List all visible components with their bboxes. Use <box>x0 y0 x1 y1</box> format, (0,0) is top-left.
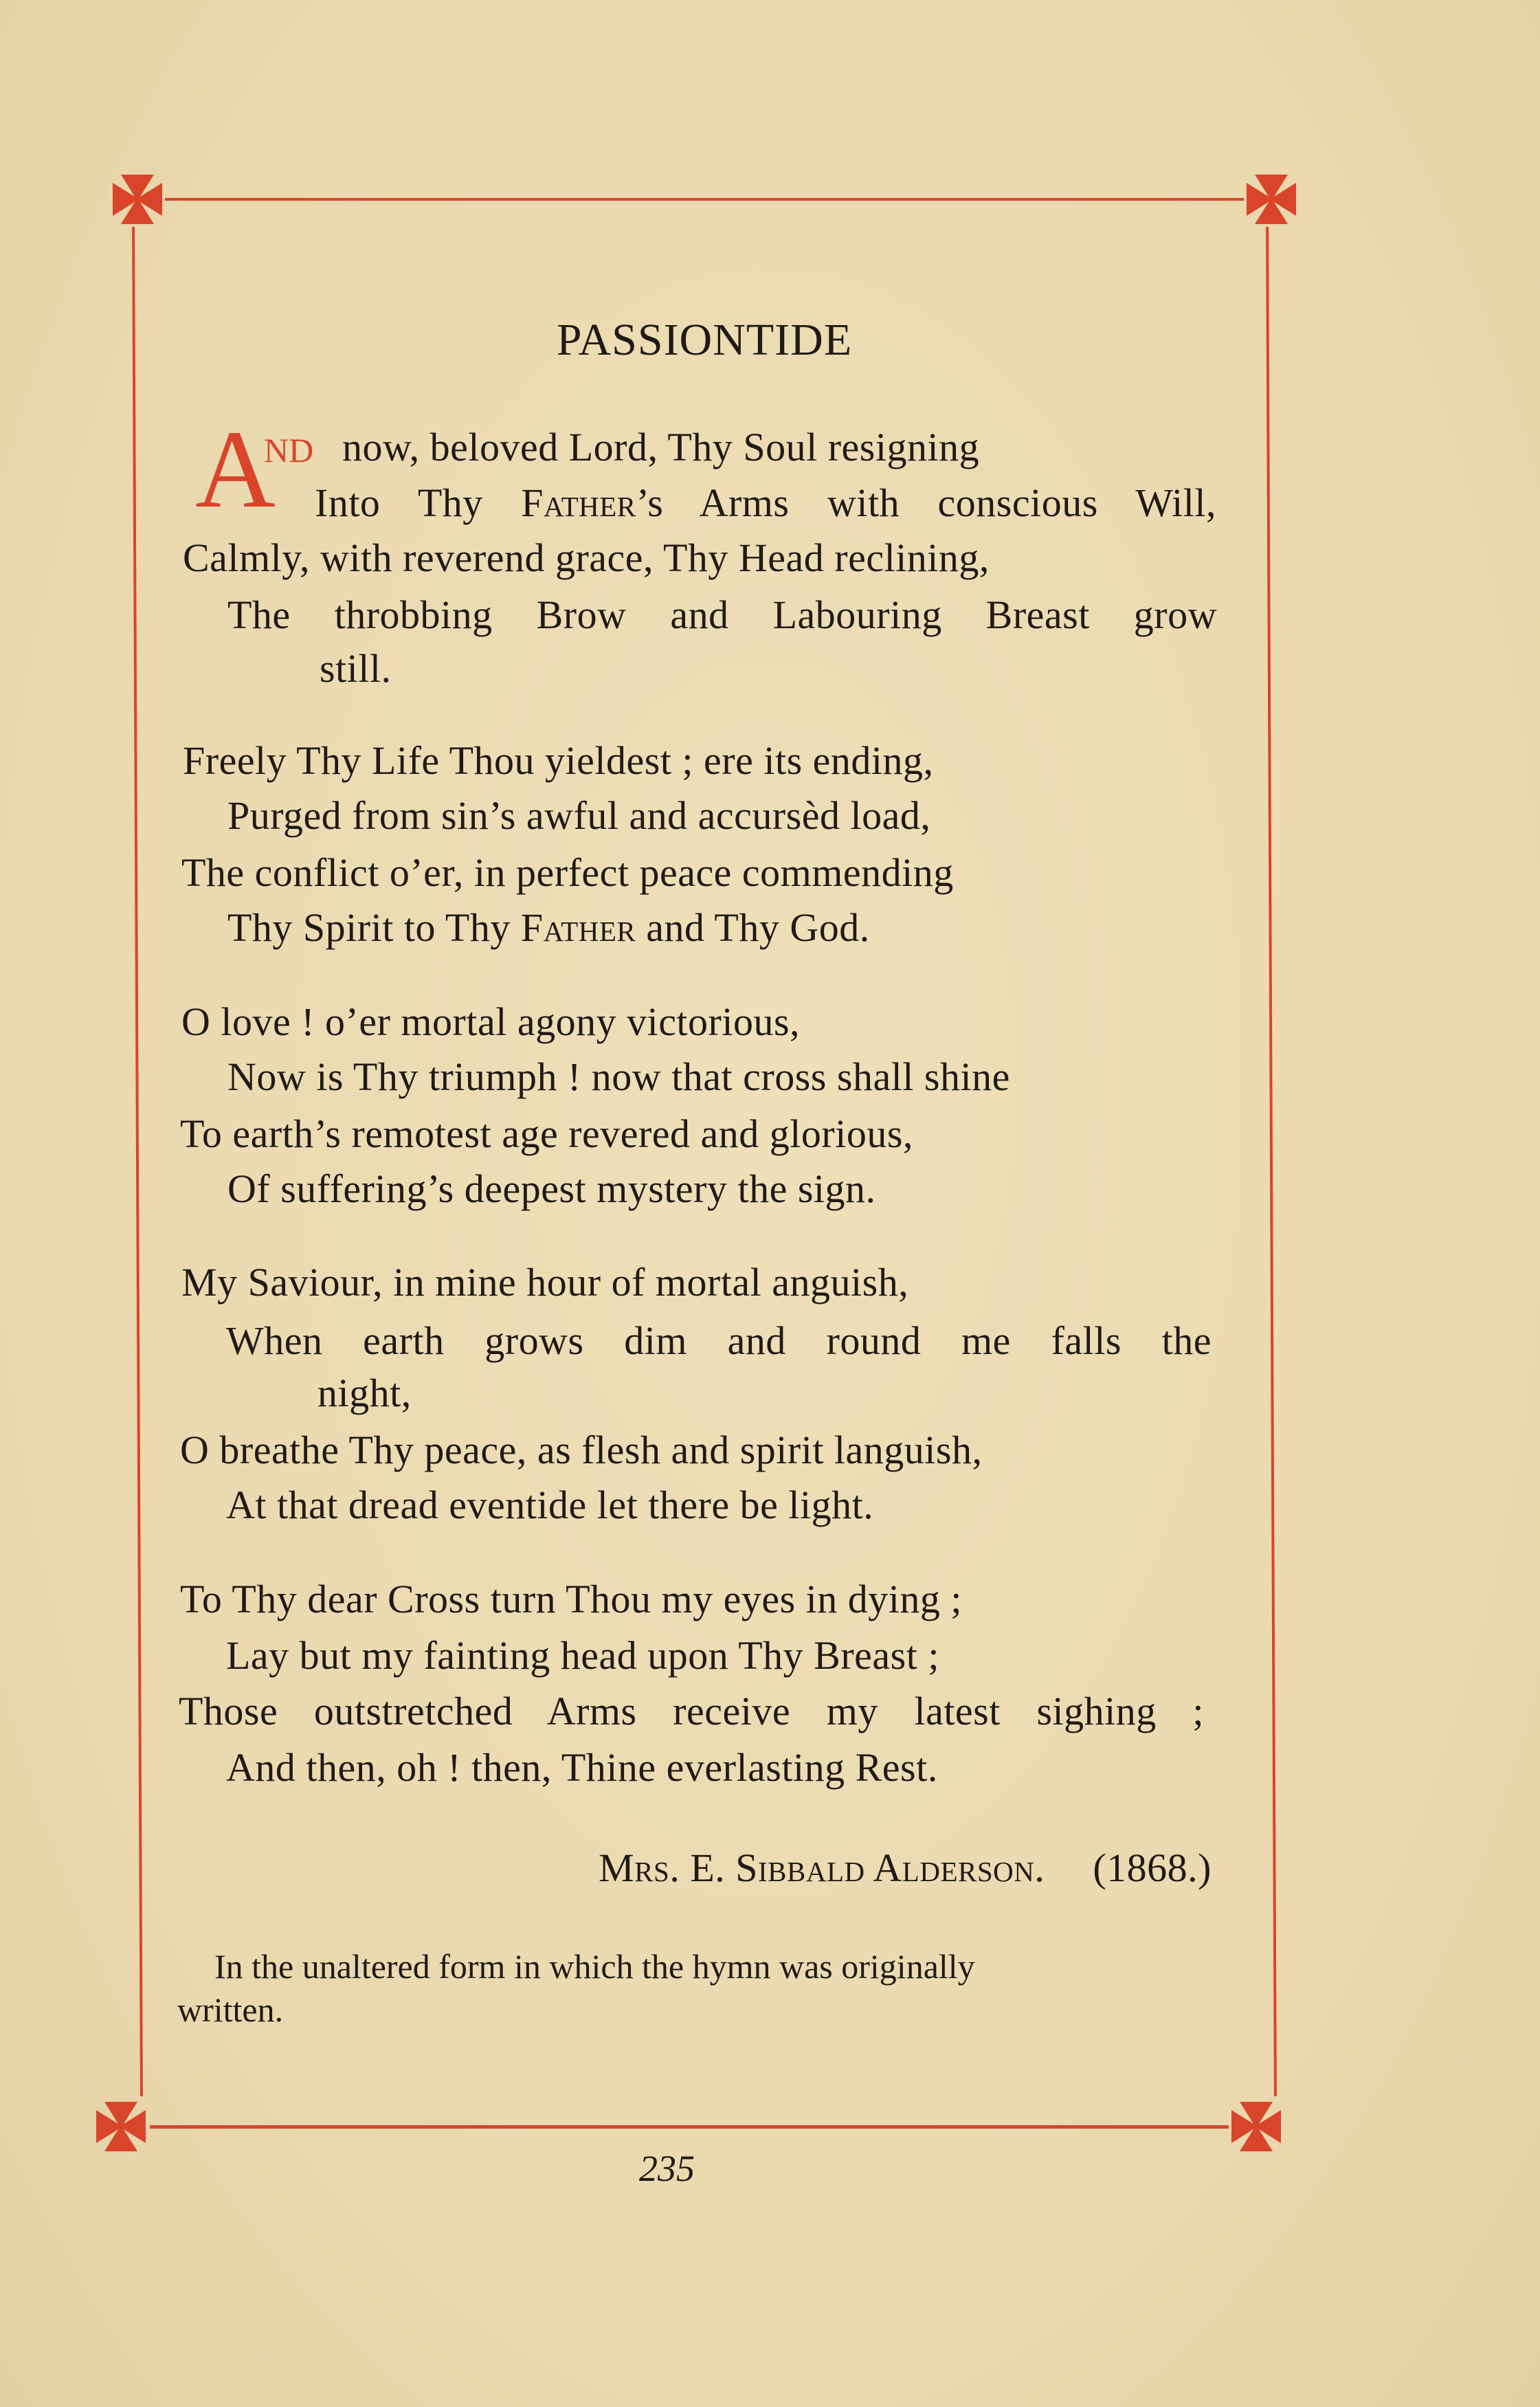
verse-text: and Thy God. <box>636 905 870 950</box>
page-number: 235 <box>639 2148 695 2189</box>
verse-line: Of suffering’s deepest mystery the sign. <box>227 1166 876 1211</box>
maltese-cross-icon <box>1230 2100 1282 2153</box>
verse-line: Purged from sin’s awful and accursèd load, <box>227 793 931 838</box>
small-caps-word: Father <box>520 905 636 950</box>
frame-right-rule <box>1266 227 1277 2096</box>
drop-cap: A <box>195 408 276 531</box>
verse-line: night, <box>317 1371 412 1415</box>
verse-line: Freely Thy Life Thou yieldest ; ere its ending, <box>183 738 934 783</box>
verse-line: now, beloved Lord, Thy Soul resigning <box>342 425 980 469</box>
verse-line: Now is Thy triumph ! now that cross shall shine <box>227 1054 1010 1099</box>
verse-line: My Saviour, in mine hour of mortal anguish, <box>181 1260 909 1305</box>
year: (1868.) <box>1093 1845 1212 1890</box>
verse-text: Into Thy <box>315 480 522 525</box>
page-title: PASSIONTIDE <box>556 315 853 365</box>
frame-top-rule <box>165 198 1244 201</box>
verse-text: ’s Arms with conscious Will, <box>636 480 1216 525</box>
verse-line: Lay but my fainting head upon Thy Breast ; <box>226 1633 939 1678</box>
maltese-cross-icon <box>1245 173 1297 225</box>
author-name: Mrs. E. Sibbald Alderson. <box>599 1845 1045 1890</box>
drop-cap-rest: ND <box>264 431 314 469</box>
verse-line: To earth’s remotest age revered and glorious, <box>180 1111 913 1156</box>
verse-line: And then, oh ! then, Thine everlasting Rest. <box>226 1745 938 1790</box>
verse-line: When earth grows dim and round me falls the <box>226 1318 1212 1363</box>
verse-line <box>315 480 1216 525</box>
verse-line: At that dread eventide let there be light. <box>226 1483 874 1527</box>
attribution <box>599 1845 1212 1890</box>
verse-line: O love ! o’er mortal agony victorious, <box>181 999 801 1044</box>
footnote-line: written. <box>177 1990 284 2029</box>
small-caps-word: Father <box>521 480 636 525</box>
footnote-line: In the unaltered form in which the hymn was originally <box>214 1947 975 1986</box>
frame-bottom-rule <box>150 2125 1229 2129</box>
verse-line <box>227 905 870 950</box>
verse-line: The conflict o’er, in perfect peace commending <box>181 850 954 895</box>
maltese-cross-icon <box>111 173 164 225</box>
maltese-cross-icon <box>95 2100 147 2153</box>
verse-line: The throbbing Brow and Labouring Breast grow <box>227 592 1217 637</box>
verse-text: Thy Spirit to Thy <box>227 905 521 950</box>
verse-line: Those outstretched Arms receive my latest sighing ; <box>179 1689 1204 1733</box>
verse-line: still. <box>320 646 392 691</box>
verse-line: Calmly, with reverend grace, Thy Head reclining, <box>183 535 990 580</box>
verse-line: O breathe Thy peace, as flesh and spirit languish, <box>180 1428 983 1472</box>
verse-line: To Thy dear Cross turn Thou my eyes in dying ; <box>180 1577 963 1621</box>
frame-left-rule <box>132 227 143 2096</box>
